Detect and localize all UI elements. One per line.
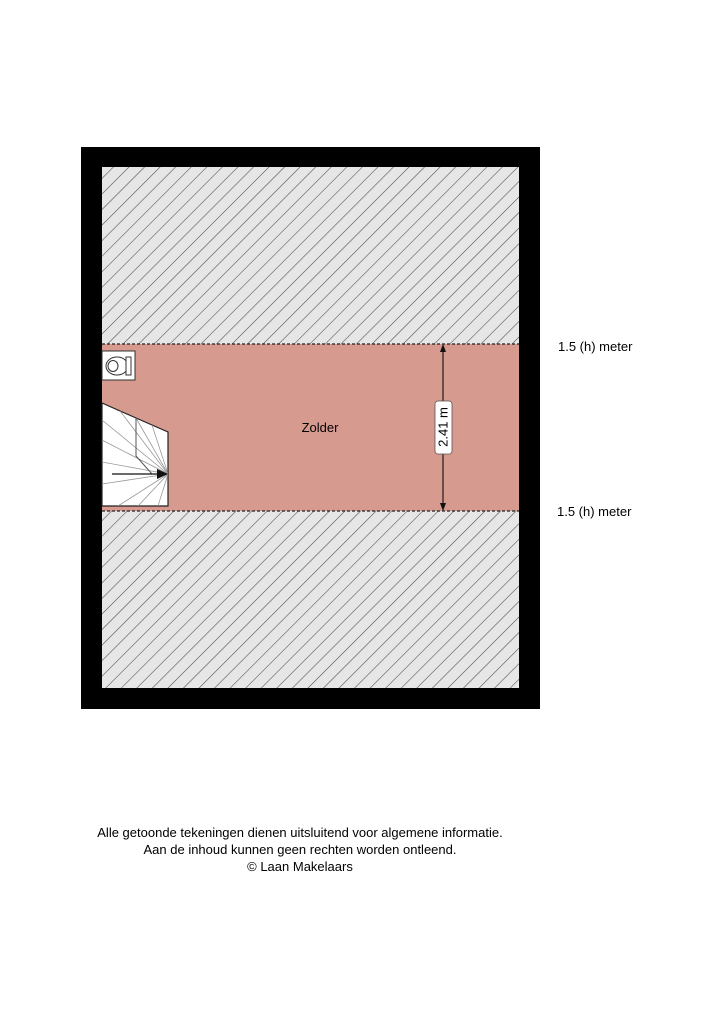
height-mark-label-top: 1.5 (h) meter <box>558 339 633 354</box>
disclaimer-line-1: Alle getoonde tekeningen dienen uitsluitend voor algemene informatie. <box>97 825 503 840</box>
low-height-zone-top <box>102 167 519 344</box>
disclaimer-line-3: © Laan Makelaars <box>247 859 353 874</box>
room-label: Zolder <box>301 420 339 435</box>
low-height-zone-bottom <box>102 511 519 688</box>
disclaimer <box>0 824 600 875</box>
toilet-icon <box>102 351 135 380</box>
disclaimer-line-2: Aan de inhoud kunnen geen rechten worden ontleend. <box>143 842 457 857</box>
dimension-label: 2.41 m <box>435 407 451 447</box>
height-mark-label-bottom: 1.5 (h) meter <box>557 504 632 519</box>
